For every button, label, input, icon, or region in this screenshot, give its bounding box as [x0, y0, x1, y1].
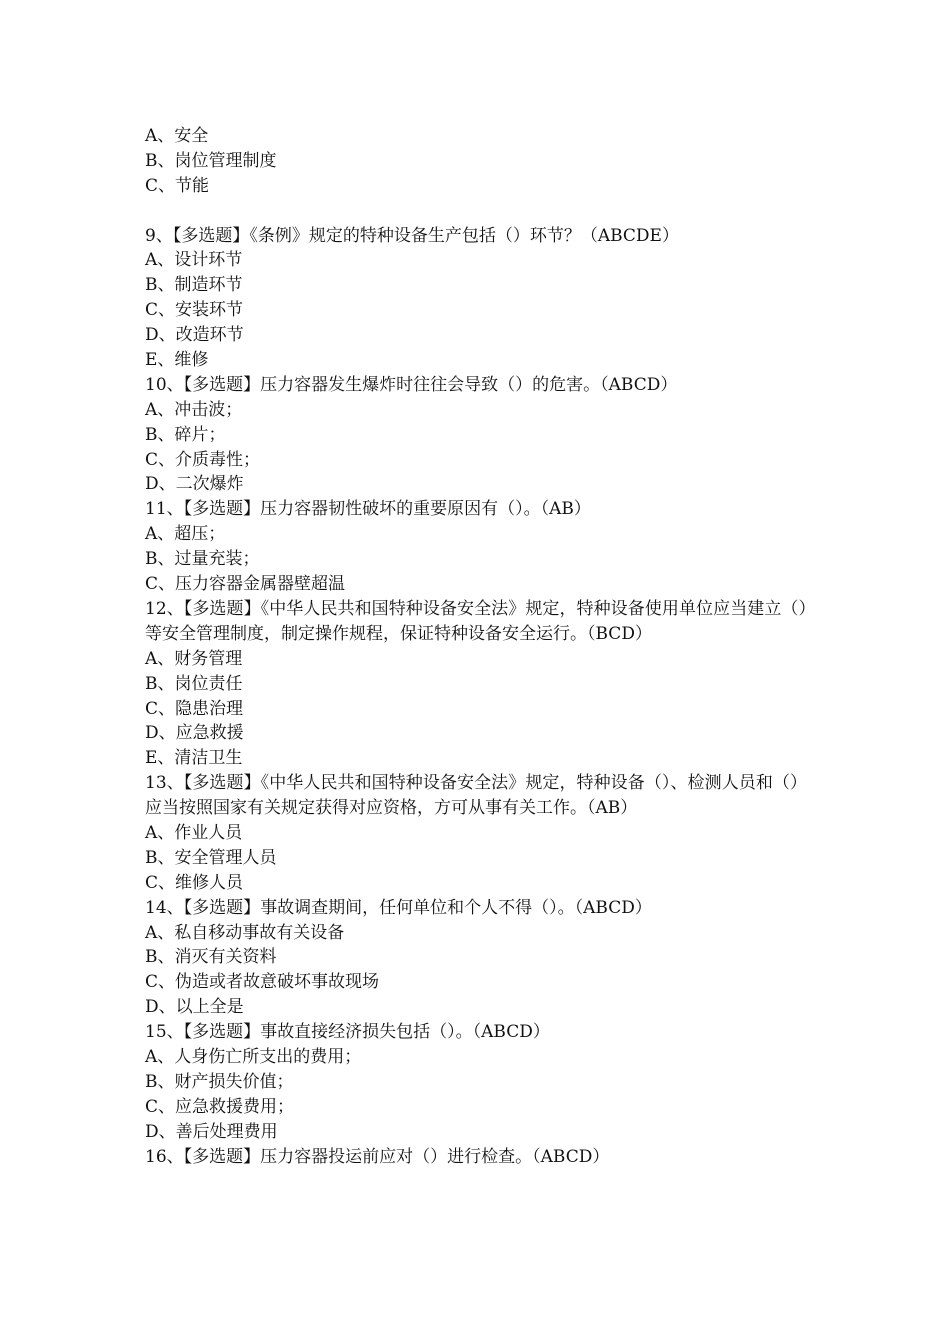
option-line: A、私自移动事故有关设备: [145, 922, 345, 943]
option-line: C、隐患治理: [145, 698, 244, 719]
option-line: C、节能: [145, 175, 210, 196]
option-line: D、二次爆炸: [145, 474, 244, 495]
question-text: 10、【多选题】压力容器发生爆炸时往往会导致（）的危害。（ABCD）: [145, 374, 678, 395]
option-line: C、伪造或者故意破坏事故现场: [145, 972, 380, 993]
option-line: B、岗位责任: [145, 673, 243, 694]
option-line: A、财务管理: [145, 648, 243, 669]
option-line: B、过量充装；: [145, 549, 260, 570]
question-text: 15、【多选题】事故直接经济损失包括（）。（ABCD）: [145, 1022, 550, 1043]
option-line: B、消灭有关资料: [145, 947, 277, 968]
question-text: 13、【多选题】《中华人民共和国特种设备安全法》规定，特种设备（）、检测人员和（）应当按照国家有关规定获得对应资格，方可从事有关工作。（AB）: [145, 773, 807, 819]
option-line: E、维修: [145, 350, 209, 371]
option-line: D、应急救援: [145, 723, 244, 744]
option-line: D、以上全是: [145, 997, 244, 1018]
option-line: C、维修人员: [145, 872, 244, 893]
option-line: A、超压；: [145, 524, 226, 545]
option-line: D、改造环节: [145, 325, 244, 346]
question-list: [145, 124, 807, 1169]
option-line: A、冲击波；: [145, 399, 243, 420]
option-line: D、善后处理费用: [145, 1121, 278, 1142]
question-text: 14、【多选题】事故调查期间，任何单位和个人不得（）。（ABCD）: [145, 897, 652, 918]
blank-line: [145, 199, 807, 224]
option-line: B、碎片；: [145, 424, 226, 445]
option-line: A、人身伤亡所支出的费用；: [145, 1047, 362, 1068]
option-line: B、岗位管理制度: [145, 150, 277, 171]
question-text: 12、【多选题】《中华人民共和国特种设备安全法》规定，特种设备使用单位应当建立（）等安全管理制度，制定操作规程，保证特种设备安全运行。（BCD）: [145, 598, 807, 644]
option-line: C、安装环节: [145, 300, 244, 321]
option-line: C、应急救援费用；: [145, 1096, 295, 1117]
question-text: 11、【多选题】压力容器韧性破坏的重要原因有（）。（AB）: [145, 499, 591, 520]
option-line: C、介质毒性；: [145, 449, 261, 470]
question-text: 9、【多选题】《条例》规定的特种设备生产包括（）环节？（ABCDE）: [145, 225, 679, 246]
option-line: A、作业人员: [145, 823, 243, 843]
option-line: A、设计环节: [145, 250, 243, 271]
option-line: B、安全管理人员: [145, 847, 277, 868]
option-line: B、制造环节: [145, 275, 243, 296]
option-line: C、压力容器金属器壁超温: [145, 574, 346, 595]
option-line: A、安全: [145, 126, 209, 146]
option-line: B、财产损失价值；: [145, 1071, 294, 1092]
option-line: E、清洁卫生: [145, 748, 243, 769]
question-text: 16、【多选题】压力容器投运前应对（）进行检查。（ABCD）: [145, 1146, 610, 1167]
